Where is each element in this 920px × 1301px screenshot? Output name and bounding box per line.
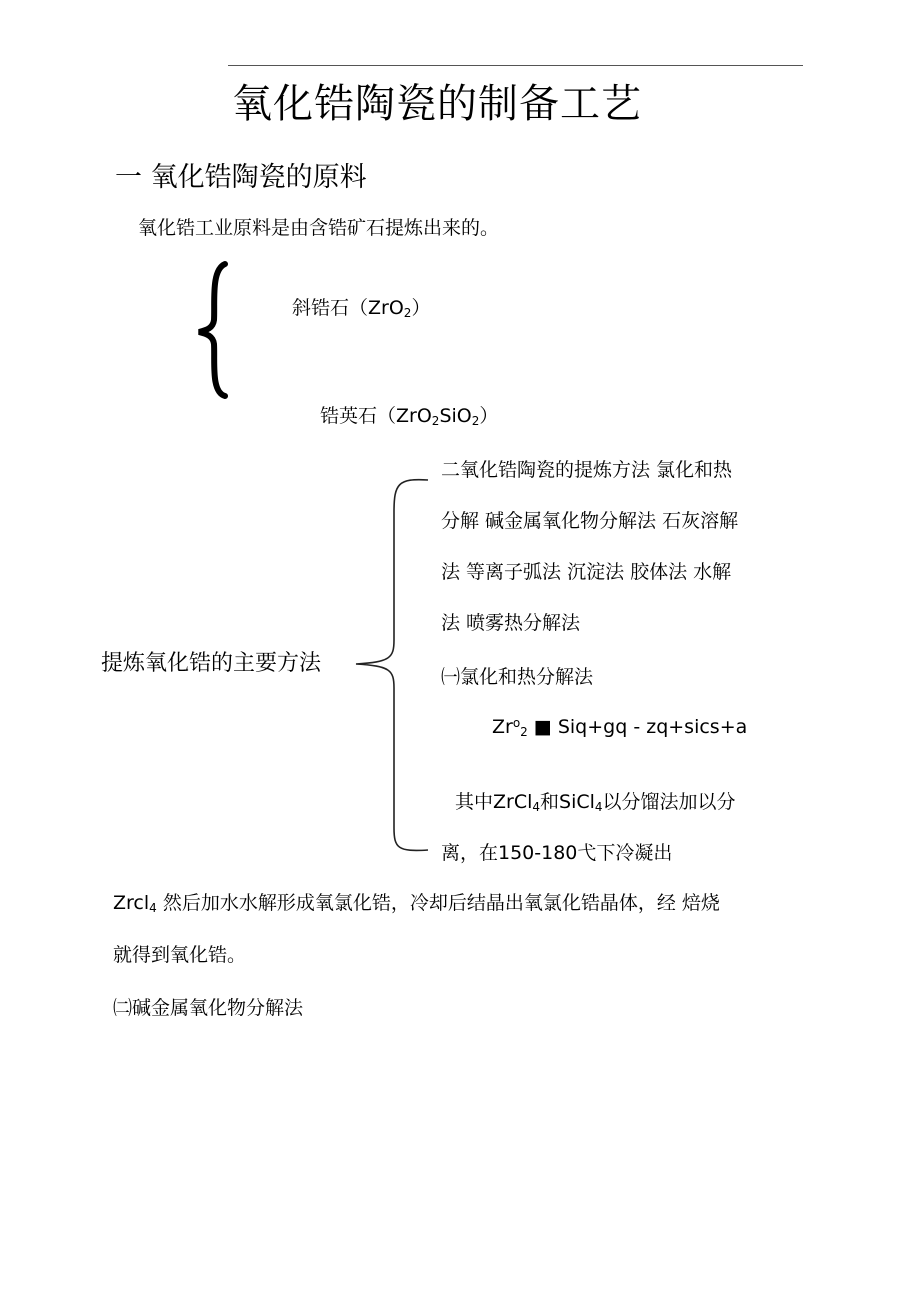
methods-line-3: 法 等离子弧法 沉淀法 胶体法 水解: [441, 561, 732, 583]
reaction-equation: $Zr^o_2$ ■ Siq+gq - zq+sics+a: [492, 716, 748, 739]
separation-note: 其中ZrCl$_4$和SiCl$_4$以分馏法加以分: [455, 791, 736, 814]
hydrolysis-paragraph-continued: 就得到氧化锆。: [113, 944, 247, 966]
section-heading-raw-materials: 一 氧化锆陶瓷的原料: [115, 162, 367, 193]
mineral-brace: [195, 262, 235, 402]
page-title: 氧化锆陶瓷的制备工艺: [232, 81, 642, 127]
subsection-heading-chlorination: ㈠氯化和热分解法: [441, 666, 594, 688]
top-rule: [228, 65, 803, 66]
hydrolysis-paragraph: Zrcl$_4$ 然后加水水解形成氧氯化锆，冷却后结晶出氧氯化锆晶体，经 焙烧: [113, 892, 720, 915]
intro-paragraph: 氧化锆工业原料是由含锆矿石提炼出来的。: [138, 217, 500, 239]
methods-brace: [350, 472, 440, 862]
methods-label: 提炼氧化锆的主要方法: [101, 651, 322, 676]
separation-note-continued: 离，在150-180弋下冷凝出: [441, 842, 673, 864]
mineral-zircon: 锆英石（ZrO$_2$SiO$_2$）: [320, 405, 499, 428]
mineral-baddeleyite: 斜锆石（ZrO$_2$）: [292, 297, 431, 320]
subsection-heading-alkali-decomposition: ㈡碱金属氧化物分解法: [113, 997, 304, 1019]
methods-line-4: 法 喷雾热分解法: [441, 612, 581, 634]
methods-line-1: 二氧化锆陶瓷的提炼方法 氯化和热: [441, 459, 733, 481]
methods-line-2: 分解 碱金属氧化物分解法 石灰溶解: [441, 510, 739, 532]
